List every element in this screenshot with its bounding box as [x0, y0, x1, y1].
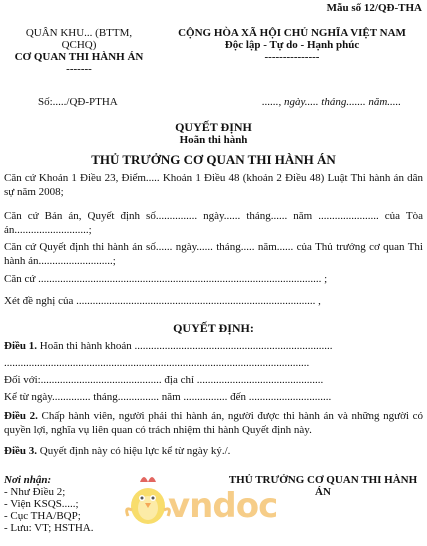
legal-basis-1: Căn cứ Khoản 1 Điều 23, Điểm..... Khoản 1 Điều 48 (khoản 2 Điều 48) Luật Thi hành án dân sự năm 2008;: [4, 172, 423, 198]
motto-divider: ---------------: [264, 51, 320, 63]
agency-line-1: QUÂN KHU... (BTTM,: [25, 27, 133, 39]
decide-heading: QUYẾT ĐỊNH:: [173, 321, 254, 335]
article-3-text: Quyết định này có hiệu lực kể từ ngày ký./.: [37, 445, 231, 457]
legal-basis-2: Căn cứ Bản án, Quyết định số............... ngày...... tháng...... năm ...................... của Tòa án...........................;: [4, 210, 423, 236]
decision-number: Số:...../QĐ-PTHA: [38, 96, 118, 108]
legal-basis-3: Căn cứ Quyết định thi hành án số...... ngày...... tháng..... năm...... của Thủ trưởng cơ quan Thi hành án...........................;: [4, 241, 423, 267]
national-motto: Độc lập - Tự do - Hạnh phúc: [224, 39, 360, 51]
issue-date: ......, ngày..... tháng....... năm.....: [262, 96, 402, 108]
document-subtitle: Hoãn thi hành: [179, 134, 248, 146]
country-name: CỘNG HÒA XÃ HỘI CHỦ NGHĨA VIỆT NAM: [178, 27, 406, 39]
watermark-text: vndoc: [168, 486, 278, 526]
article-1-text: Hoãn thi hành khoản ........................................................................: [37, 340, 333, 352]
form-number: Mẫu số 12/QĐ-THA: [326, 2, 422, 14]
recipient-item: - Lưu: VT; HSTHA.: [4, 522, 94, 534]
signer-title: THỦ TRƯỞNG CƠ QUAN THI HÀNH ÁN: [228, 474, 418, 498]
recipient-item: - Như Điều 2;: [4, 486, 66, 498]
article-1-subject: Đối với:............................................ địa chỉ ..............................................: [4, 374, 324, 386]
agency-line-2: QCHQ): [61, 39, 97, 51]
document-title: QUYẾT ĐỊNH: [175, 120, 252, 134]
recipients-block: [4, 474, 93, 534]
agency-name: CƠ QUAN THI HÀNH ÁN: [14, 51, 144, 63]
issuing-agency-header: [4, 27, 154, 75]
recipients-heading: Nơi nhận:: [4, 474, 52, 486]
article-2-text: Chấp hành viên, người phải thi hành án, người được thi hành án và những người có quyền lợi, nghĩa vụ liên quan có trách nhiệm thi hành Quyết định này.: [4, 410, 424, 436]
article-2: [4, 409, 423, 437]
recipient-item: - Viện KSQS.....;: [4, 498, 79, 510]
national-header: [160, 27, 424, 63]
authority-title: THỦ TRƯỞNG CƠ QUAN THI HÀNH ÁN: [91, 152, 336, 167]
article-2-label: Điều 2.: [4, 410, 38, 422]
agency-divider: -------: [66, 63, 92, 75]
article-1-period: Kể từ ngày.............. tháng............... năm ................ đến ..............................: [4, 391, 332, 403]
article-3: [4, 444, 423, 458]
article-1-blank-line: ...............................................................................................................: [4, 357, 310, 369]
recipient-item: - Cục THA/BQP;: [4, 510, 81, 522]
article-1: [4, 339, 423, 353]
proposal-line: Xét đề nghị của ....................................................................................... ,: [4, 295, 321, 307]
article-3-label: Điều 3.: [4, 445, 37, 457]
article-1-label: Điều 1.: [4, 340, 37, 352]
legal-basis-4: Căn cứ ....................................................................................................... ;: [4, 273, 328, 285]
